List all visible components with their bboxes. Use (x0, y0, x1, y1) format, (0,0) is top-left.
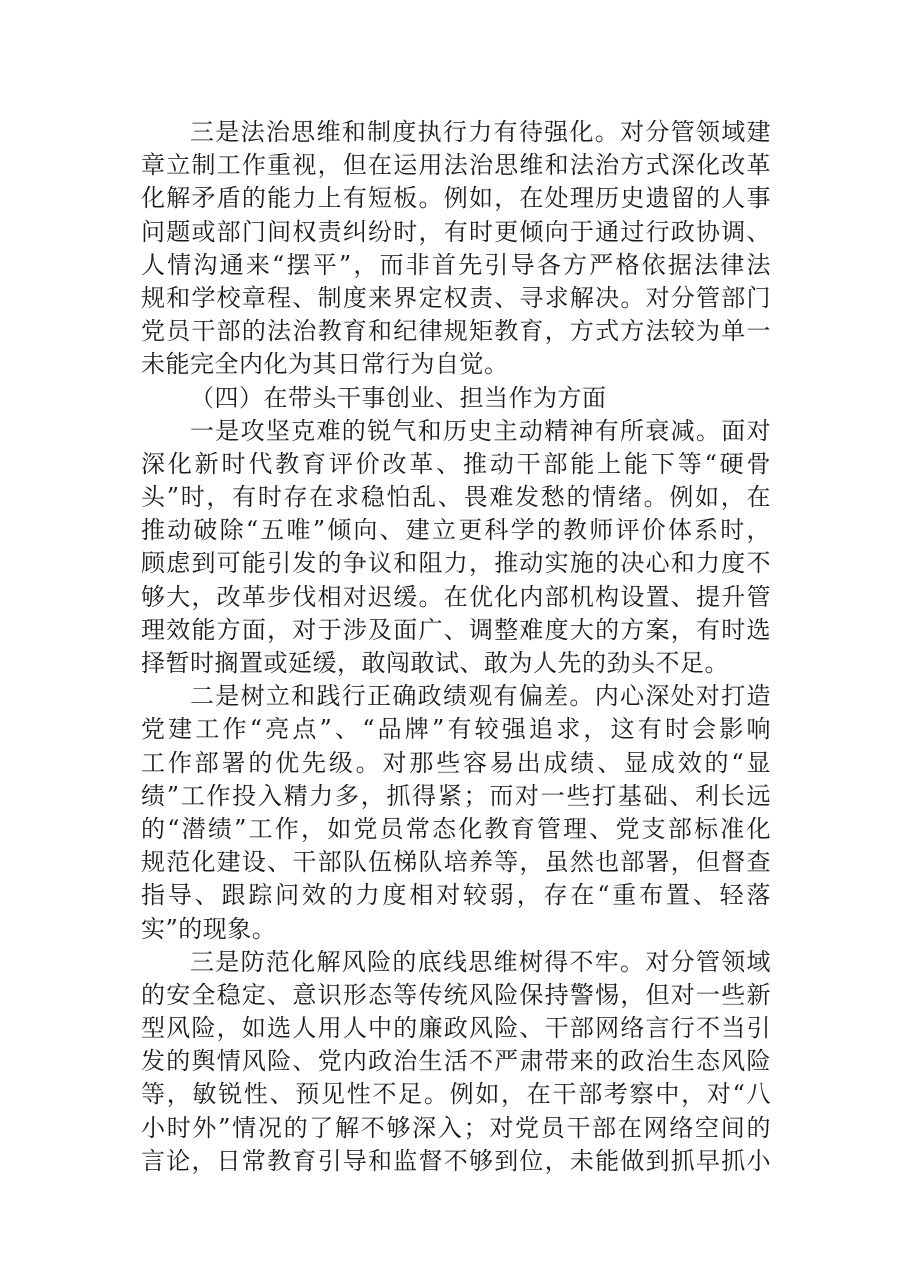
text-line: 头”时，有时存在求稳怕乱、畏难发愁的情绪。例如，在 (141, 483, 771, 512)
text-line: 小时外”情况的了解不够深入；对党员干部在网络空间的 (141, 1113, 771, 1142)
text-line: 型风险，如选人用人中的廉政风险、干部网络言行不当引 (141, 1014, 771, 1043)
paragraph-performance-view (141, 680, 771, 946)
text-line: 章立制工作重视，但在运用法治思维和法治方式深化改革 (141, 151, 771, 180)
text-line: 绩”工作投入精力多，抓得紧；而对一些打基础、利长远 (141, 781, 771, 810)
text-line: 够大，改革步伐相对迟缓。在优化内部机构设置、提升管 (141, 582, 771, 611)
text-line: 规范化建设、干部队伍梯队培养等，虽然也部署，但督查 (141, 848, 771, 877)
paragraph-risk-prevention (141, 946, 771, 1178)
text-line: 工作部署的优先级。对那些容易出成绩、显成效的“显 (141, 748, 771, 777)
text-line: 指导、跟踪问效的力度相对较弱，存在“重布置、轻落 (141, 881, 771, 910)
document-body (141, 116, 771, 1178)
text-line: 言论，日常教育引导和监督不够到位，未能做到抓早抓小 (141, 1146, 771, 1175)
section-heading (141, 382, 771, 415)
text-line: 发的舆情风险、党内政治生活不严肃带来的政治生态风险 (141, 1047, 771, 1076)
text-line: 顾虑到可能引发的争议和阻力，推动实施的决心和力度不 (141, 549, 771, 578)
section-heading-text: （四）在带头干事创业、担当作为方面 (190, 383, 607, 412)
text-line: 的安全稳定、意识形态等传统风险保持警惕，但对一些新 (141, 980, 771, 1009)
text-line: 推动破除“五唯”倾向、建立更科学的教师评价体系时， (141, 516, 771, 545)
text-line: 党建工作“亮点”、“品牌”有较强追求，这有时会影响 (141, 715, 771, 744)
text-line: 化解矛盾的能力上有短板。例如，在处理历史遗留的人事 (141, 184, 771, 213)
text-line: 二是树立和践行正确政绩观有偏差。内心深处对打造 (190, 682, 771, 711)
text-line: 实”的现象。 (141, 914, 277, 943)
text-line: 等，敏锐性、预见性不足。例如，在干部考察中，对“八 (141, 1080, 771, 1109)
paragraph-legal-thinking (141, 116, 771, 382)
text-line: 深化新时代教育评价改革、推动干部能上能下等“硬骨 (141, 449, 771, 478)
text-line: 一是攻坚克难的锐气和历史主动精神有所衰减。面对 (190, 416, 771, 445)
text-line: 人情沟通来“摆平”，而非首先引导各方严格依据法律法 (141, 250, 771, 279)
text-line: 择暂时搁置或延缓，敢闯敢试、敢为人先的劲头不足。 (141, 649, 729, 677)
text-line: 三是防范化解风险的底线思维树得不牢。对分管领域 (190, 947, 771, 976)
text-line: 三是法治思维和制度执行力有待强化。对分管领域建 (190, 118, 771, 146)
text-line: 党员干部的法治教育和纪律规矩教育，方式方法较为单一 (141, 317, 771, 346)
paragraph-reform-spirit (141, 415, 771, 681)
text-line: 理效能方面，对于涉及面广、调整难度大的方案，有时选 (141, 615, 771, 644)
text-line: 规和学校章程、制度来界定权责、寻求解决。对分管部门 (141, 283, 771, 312)
text-line: 问题或部门间权责纠纷时，有时更倾向于通过行政协调、 (141, 217, 771, 246)
text-line: 的“潜绩”工作，如党员常态化教育管理、党支部标准化 (141, 814, 771, 843)
text-line: 未能完全内化为其日常行为自觉。 (141, 350, 509, 379)
